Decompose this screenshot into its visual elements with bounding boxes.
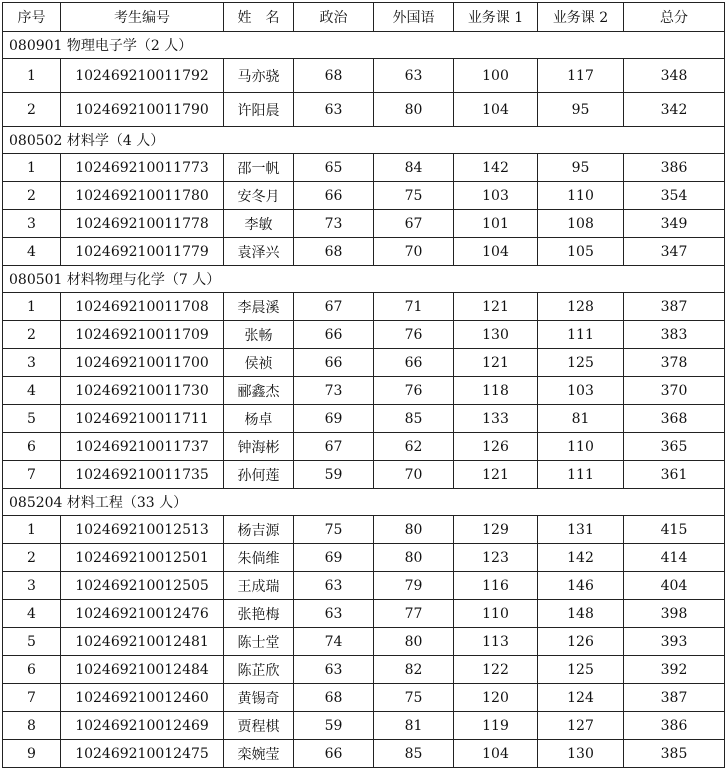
- cell-name: 孙何莲: [224, 461, 294, 489]
- cell-candidate-id: 102469210011730: [61, 377, 224, 405]
- cell-candidate-id: 102469210011735: [61, 461, 224, 489]
- cell-subject-2: 110: [538, 433, 624, 461]
- cell-politics: 67: [294, 433, 374, 461]
- cell-total: 387: [624, 684, 725, 712]
- cell-candidate-id: 102469210012505: [61, 572, 224, 600]
- cell-subject-2: 131: [538, 516, 624, 544]
- cell-politics: 75: [294, 516, 374, 544]
- table-row: [3, 628, 725, 656]
- table-row: [3, 59, 725, 93]
- cell-candidate-id: 102469210011709: [61, 321, 224, 349]
- cell-subject-1: 121: [454, 293, 538, 321]
- cell-total: 361: [624, 461, 725, 489]
- cell-index: 2: [3, 321, 61, 349]
- cell-name: 陈芷欣: [224, 656, 294, 684]
- cell-total: 398: [624, 600, 725, 628]
- cell-total: 349: [624, 210, 725, 238]
- cell-total: 365: [624, 433, 725, 461]
- cell-subject-2: 128: [538, 293, 624, 321]
- cell-politics: 63: [294, 93, 374, 127]
- table-row: [3, 656, 725, 684]
- header-name: 姓 名: [224, 3, 294, 32]
- cell-subject-1: 110: [454, 600, 538, 628]
- table-row: [3, 93, 725, 127]
- cell-politics: 68: [294, 238, 374, 266]
- cell-subject-1: 123: [454, 544, 538, 572]
- header-candidate-id: 考生编号: [61, 3, 224, 32]
- cell-foreign-language: 75: [374, 182, 454, 210]
- cell-subject-2: 105: [538, 238, 624, 266]
- group-row: [3, 127, 725, 154]
- cell-total: 348: [624, 59, 725, 93]
- cell-index: 2: [3, 182, 61, 210]
- group-row: [3, 266, 725, 293]
- cell-foreign-language: 81: [374, 712, 454, 740]
- table-row: [3, 572, 725, 600]
- cell-foreign-language: 70: [374, 238, 454, 266]
- cell-subject-2: 95: [538, 154, 624, 182]
- cell-total: 342: [624, 93, 725, 127]
- cell-subject-1: 103: [454, 182, 538, 210]
- cell-total: 404: [624, 572, 725, 600]
- table-row: [3, 600, 725, 628]
- cell-subject-2: 95: [538, 93, 624, 127]
- cell-candidate-id: 102469210012469: [61, 712, 224, 740]
- cell-index: 5: [3, 405, 61, 433]
- cell-total: 354: [624, 182, 725, 210]
- cell-candidate-id: 102469210012460: [61, 684, 224, 712]
- header-subject-2: 业务课 2: [538, 3, 624, 32]
- cell-name: 王成瑞: [224, 572, 294, 600]
- cell-index: 3: [3, 349, 61, 377]
- group-title: 080501 材料物理与化学（7 人）: [3, 266, 725, 293]
- cell-subject-2: 117: [538, 59, 624, 93]
- table-row: [3, 293, 725, 321]
- header-row: [3, 3, 725, 32]
- cell-index: 2: [3, 93, 61, 127]
- cell-candidate-id: 102469210012481: [61, 628, 224, 656]
- cell-index: 3: [3, 210, 61, 238]
- cell-name: 杨吉源: [224, 516, 294, 544]
- cell-politics: 63: [294, 572, 374, 600]
- cell-foreign-language: 82: [374, 656, 454, 684]
- cell-index: 1: [3, 293, 61, 321]
- table-row: [3, 684, 725, 712]
- cell-candidate-id: 102469210011711: [61, 405, 224, 433]
- cell-politics: 63: [294, 600, 374, 628]
- cell-total: 392: [624, 656, 725, 684]
- cell-subject-2: 146: [538, 572, 624, 600]
- cell-politics: 66: [294, 740, 374, 768]
- cell-total: 385: [624, 740, 725, 768]
- cell-index: 8: [3, 712, 61, 740]
- cell-foreign-language: 79: [374, 572, 454, 600]
- cell-candidate-id: 102469210011779: [61, 238, 224, 266]
- cell-name: 钟海彬: [224, 433, 294, 461]
- cell-subject-2: 81: [538, 405, 624, 433]
- cell-foreign-language: 76: [374, 321, 454, 349]
- cell-politics: 68: [294, 59, 374, 93]
- cell-name: 郦鑫杰: [224, 377, 294, 405]
- cell-name: 栾婉莹: [224, 740, 294, 768]
- cell-politics: 73: [294, 377, 374, 405]
- cell-foreign-language: 80: [374, 516, 454, 544]
- cell-foreign-language: 80: [374, 93, 454, 127]
- cell-total: 378: [624, 349, 725, 377]
- cell-index: 4: [3, 238, 61, 266]
- cell-subject-1: 129: [454, 516, 538, 544]
- table-row: [3, 321, 725, 349]
- cell-name: 李晨溪: [224, 293, 294, 321]
- cell-subject-2: 127: [538, 712, 624, 740]
- cell-subject-1: 126: [454, 433, 538, 461]
- cell-total: 386: [624, 154, 725, 182]
- cell-foreign-language: 75: [374, 684, 454, 712]
- table-row: [3, 712, 725, 740]
- cell-subject-2: 111: [538, 321, 624, 349]
- cell-politics: 68: [294, 684, 374, 712]
- cell-foreign-language: 62: [374, 433, 454, 461]
- cell-subject-1: 104: [454, 93, 538, 127]
- cell-name: 朱倘维: [224, 544, 294, 572]
- group-title: 080502 材料学（4 人）: [3, 127, 725, 154]
- cell-total: 347: [624, 238, 725, 266]
- group-title: 080901 物理电子学（2 人）: [3, 32, 725, 59]
- cell-candidate-id: 102469210012475: [61, 740, 224, 768]
- cell-subject-1: 100: [454, 59, 538, 93]
- cell-index: 5: [3, 628, 61, 656]
- cell-subject-2: 125: [538, 656, 624, 684]
- cell-subject-2: 111: [538, 461, 624, 489]
- cell-politics: 63: [294, 656, 374, 684]
- cell-subject-1: 121: [454, 349, 538, 377]
- cell-foreign-language: 76: [374, 377, 454, 405]
- cell-subject-1: 104: [454, 740, 538, 768]
- cell-candidate-id: 102469210011708: [61, 293, 224, 321]
- cell-total: 415: [624, 516, 725, 544]
- cell-index: 4: [3, 377, 61, 405]
- cell-candidate-id: 102469210012484: [61, 656, 224, 684]
- table-row: [3, 349, 725, 377]
- cell-subject-1: 142: [454, 154, 538, 182]
- cell-politics: 65: [294, 154, 374, 182]
- cell-foreign-language: 80: [374, 544, 454, 572]
- cell-name: 马亦骁: [224, 59, 294, 93]
- cell-index: 2: [3, 544, 61, 572]
- cell-name: 袁泽兴: [224, 238, 294, 266]
- cell-subject-1: 116: [454, 572, 538, 600]
- cell-subject-2: 103: [538, 377, 624, 405]
- cell-politics: 69: [294, 544, 374, 572]
- cell-index: 6: [3, 656, 61, 684]
- cell-politics: 59: [294, 461, 374, 489]
- cell-subject-2: 110: [538, 182, 624, 210]
- cell-subject-1: 130: [454, 321, 538, 349]
- cell-subject-2: 148: [538, 600, 624, 628]
- cell-candidate-id: 102469210011778: [61, 210, 224, 238]
- table-row: [3, 461, 725, 489]
- cell-politics: 74: [294, 628, 374, 656]
- cell-subject-1: 119: [454, 712, 538, 740]
- cell-foreign-language: 85: [374, 740, 454, 768]
- table-row: [3, 238, 725, 266]
- cell-subject-1: 113: [454, 628, 538, 656]
- cell-total: 414: [624, 544, 725, 572]
- cell-politics: 69: [294, 405, 374, 433]
- cell-total: 368: [624, 405, 725, 433]
- cell-candidate-id: 102469210012476: [61, 600, 224, 628]
- table-row: [3, 405, 725, 433]
- cell-subject-2: 125: [538, 349, 624, 377]
- cell-foreign-language: 67: [374, 210, 454, 238]
- cell-foreign-language: 70: [374, 461, 454, 489]
- cell-name: 陈士堂: [224, 628, 294, 656]
- cell-name: 侯祯: [224, 349, 294, 377]
- cell-foreign-language: 66: [374, 349, 454, 377]
- cell-subject-2: 126: [538, 628, 624, 656]
- cell-total: 386: [624, 712, 725, 740]
- cell-politics: 66: [294, 182, 374, 210]
- header-foreign-language: 外国语: [374, 3, 454, 32]
- group-row: [3, 32, 725, 59]
- cell-index: 1: [3, 59, 61, 93]
- cell-name: 张艳梅: [224, 600, 294, 628]
- table-row: [3, 433, 725, 461]
- header-index: 序号: [3, 3, 61, 32]
- cell-politics: 66: [294, 349, 374, 377]
- cell-subject-1: 120: [454, 684, 538, 712]
- cell-subject-1: 101: [454, 210, 538, 238]
- table-row: [3, 516, 725, 544]
- cell-foreign-language: 80: [374, 628, 454, 656]
- cell-politics: 66: [294, 321, 374, 349]
- cell-candidate-id: 102469210011790: [61, 93, 224, 127]
- table-row: [3, 740, 725, 768]
- table-row: [3, 154, 725, 182]
- cell-foreign-language: 71: [374, 293, 454, 321]
- cell-candidate-id: 102469210011700: [61, 349, 224, 377]
- cell-total: 393: [624, 628, 725, 656]
- cell-name: 李敏: [224, 210, 294, 238]
- cell-foreign-language: 63: [374, 59, 454, 93]
- cell-politics: 73: [294, 210, 374, 238]
- cell-foreign-language: 84: [374, 154, 454, 182]
- cell-candidate-id: 102469210012501: [61, 544, 224, 572]
- cell-candidate-id: 102469210012513: [61, 516, 224, 544]
- cell-name: 安冬月: [224, 182, 294, 210]
- cell-index: 6: [3, 433, 61, 461]
- cell-name: 杨卓: [224, 405, 294, 433]
- cell-candidate-id: 102469210011780: [61, 182, 224, 210]
- cell-politics: 59: [294, 712, 374, 740]
- header-total: 总分: [624, 3, 725, 32]
- cell-foreign-language: 77: [374, 600, 454, 628]
- cell-name: 邵一帆: [224, 154, 294, 182]
- cell-candidate-id: 102469210011773: [61, 154, 224, 182]
- group-title: 085204 材料工程（33 人）: [3, 489, 725, 516]
- cell-candidate-id: 102469210011792: [61, 59, 224, 93]
- cell-index: 4: [3, 600, 61, 628]
- table-row: [3, 210, 725, 238]
- table-row: [3, 377, 725, 405]
- cell-total: 387: [624, 293, 725, 321]
- cell-index: 7: [3, 461, 61, 489]
- cell-politics: 67: [294, 293, 374, 321]
- cell-subject-2: 142: [538, 544, 624, 572]
- cell-name: 张畅: [224, 321, 294, 349]
- group-row: [3, 489, 725, 516]
- cell-subject-1: 121: [454, 461, 538, 489]
- cell-name: 黄锡奇: [224, 684, 294, 712]
- cell-name: 贾程棋: [224, 712, 294, 740]
- cell-subject-1: 122: [454, 656, 538, 684]
- cell-foreign-language: 85: [374, 405, 454, 433]
- cell-index: 7: [3, 684, 61, 712]
- cell-total: 383: [624, 321, 725, 349]
- cell-index: 1: [3, 154, 61, 182]
- header-politics: 政治: [294, 3, 374, 32]
- cell-total: 370: [624, 377, 725, 405]
- cell-index: 9: [3, 740, 61, 768]
- cell-subject-2: 130: [538, 740, 624, 768]
- cell-subject-1: 118: [454, 377, 538, 405]
- cell-index: 1: [3, 516, 61, 544]
- cell-subject-1: 133: [454, 405, 538, 433]
- table-row: [3, 544, 725, 572]
- cell-candidate-id: 102469210011737: [61, 433, 224, 461]
- score-table: [2, 2, 725, 768]
- cell-subject-2: 108: [538, 210, 624, 238]
- cell-subject-1: 104: [454, 238, 538, 266]
- header-subject-1: 业务课 1: [454, 3, 538, 32]
- cell-index: 3: [3, 572, 61, 600]
- table-row: [3, 182, 725, 210]
- cell-subject-2: 124: [538, 684, 624, 712]
- cell-name: 许阳晨: [224, 93, 294, 127]
